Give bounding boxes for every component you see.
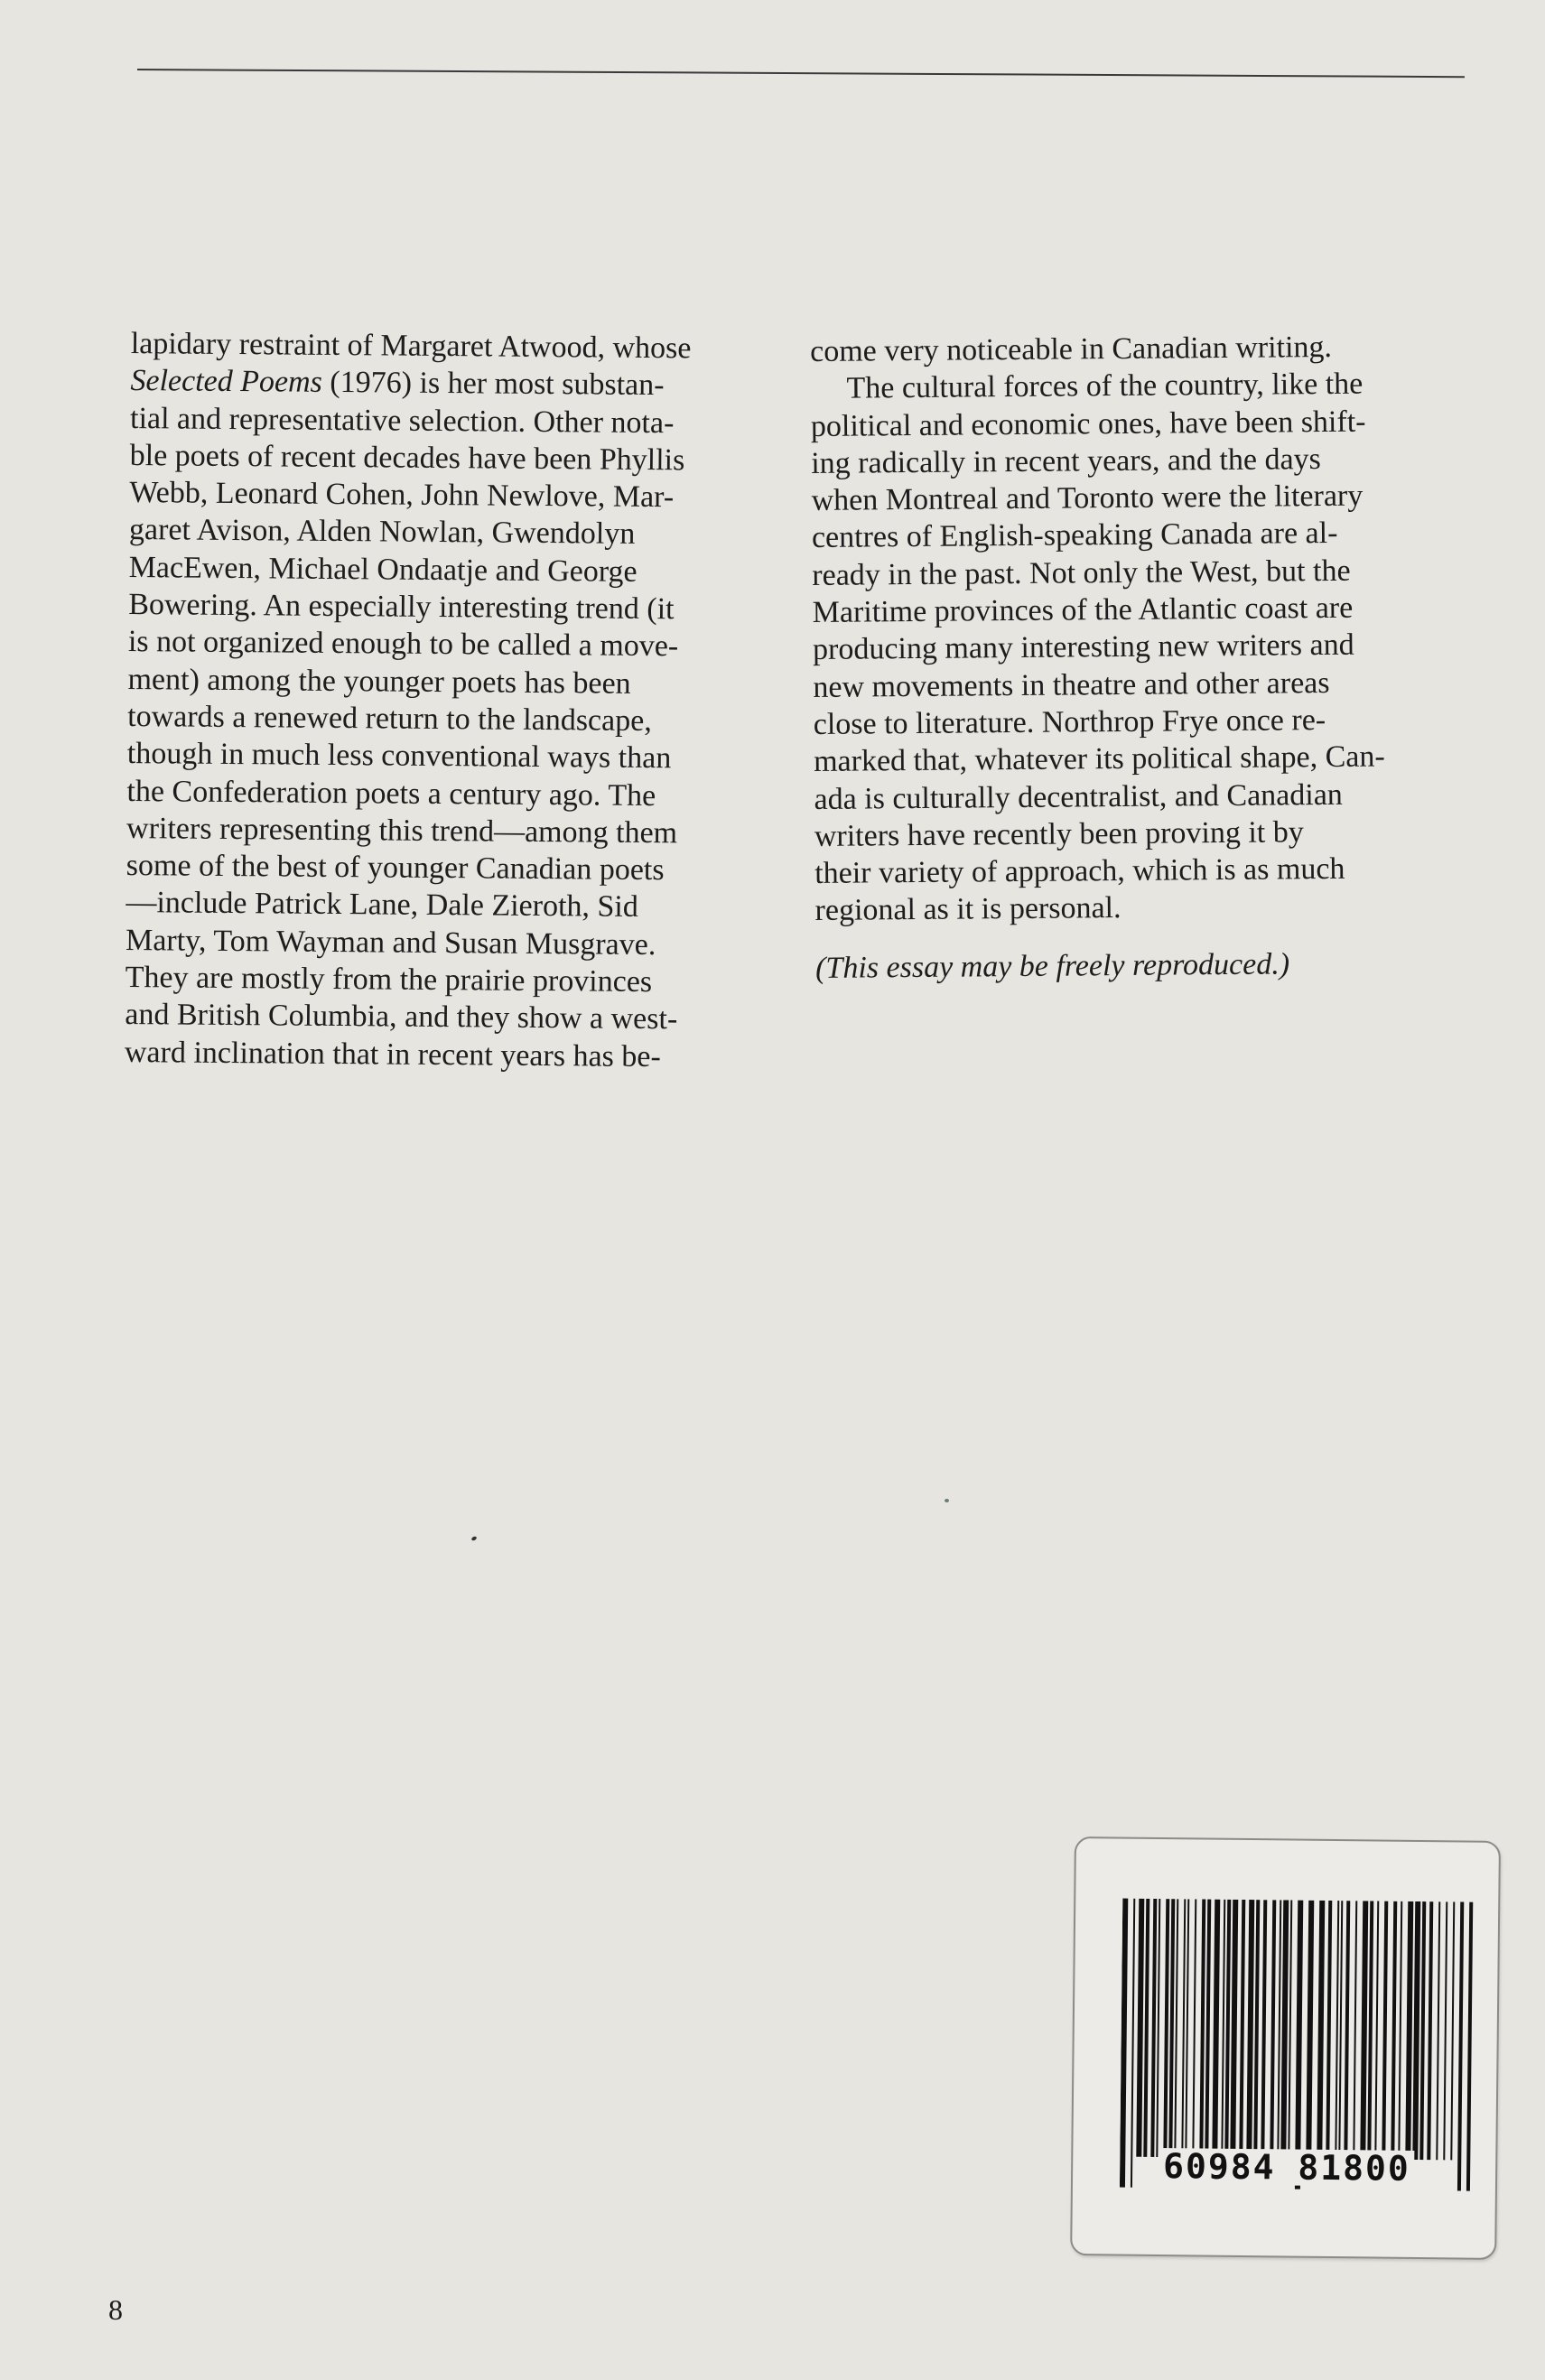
barcode-bar xyxy=(1199,1899,1205,2157)
text-line xyxy=(813,589,1463,632)
text-line xyxy=(813,626,1463,669)
text-line xyxy=(126,847,777,890)
barcode-bar xyxy=(1427,1901,1433,2160)
text-line-content: Webb, Leonard Cohen, John Newlove, Mar- xyxy=(129,476,675,515)
right-column xyxy=(810,328,1466,987)
top-rule xyxy=(137,69,1465,78)
barcode-bar xyxy=(1295,1901,1303,2189)
text-line-content: the Confederation poets a century ago. The xyxy=(126,774,656,813)
text-line xyxy=(127,698,777,741)
barcode-bar xyxy=(1143,1899,1149,2157)
barcode-bar xyxy=(1450,1901,1455,2160)
barcode-bar xyxy=(1382,1901,1388,2160)
barcode-bar xyxy=(1360,1901,1368,2159)
barcode-bar xyxy=(1270,1900,1276,2158)
barcode-bar xyxy=(1230,1900,1238,2158)
barcode-sticker xyxy=(1070,1836,1501,2260)
barcode-bar xyxy=(1280,1900,1289,2158)
text-line-content: writers have recently been proving it by xyxy=(814,815,1304,853)
barcode-bar xyxy=(1306,1901,1314,2159)
barcode-bar xyxy=(1288,1901,1292,2159)
barcode-bar xyxy=(1335,1901,1339,2159)
text-line xyxy=(125,1034,775,1077)
text-line xyxy=(126,773,777,816)
barcode-bar xyxy=(1131,1899,1135,2188)
text-line-content: MacEwen, Michael Ondaatje and George xyxy=(128,550,638,589)
text-line xyxy=(128,623,778,666)
barcode-bar xyxy=(1136,1899,1144,2157)
left-column xyxy=(125,325,781,1076)
barcode-bar xyxy=(1246,1900,1254,2158)
text-line-content: garet Avison, Alden Nowlan, Gwendolyn xyxy=(128,513,636,552)
text-line xyxy=(810,328,1460,371)
text-line xyxy=(127,735,777,778)
barcode-bar xyxy=(1168,1899,1175,2157)
barcode-bar xyxy=(1466,1902,1473,2191)
text-line xyxy=(128,586,778,629)
barcode-bar xyxy=(1344,1901,1350,2159)
text-line-content: Marty, Tom Wayman and Susan Musgrave. xyxy=(125,923,656,962)
text-line-content: new movements in theatre and other areas xyxy=(813,665,1330,704)
barcode-bar xyxy=(1192,1899,1196,2157)
text-line xyxy=(131,325,781,368)
text-line xyxy=(130,362,780,405)
barcode-bar xyxy=(1436,1901,1440,2160)
text-line xyxy=(129,511,779,554)
text-line xyxy=(811,440,1461,483)
barcode-bar xyxy=(1120,1899,1128,2188)
text-line-content: and British Columbia, and they show a west- xyxy=(125,998,678,1037)
text-line-content: regional as it is personal. xyxy=(814,891,1122,928)
barcode-bar xyxy=(1150,1899,1157,2157)
text-line-content: towards a renewed return to the landscape, xyxy=(127,699,652,739)
text-line-content: is not organized enough to be called a move- xyxy=(127,625,679,664)
text-line xyxy=(811,477,1461,520)
barcode-bar xyxy=(1277,1900,1281,2158)
book-title: Selected Poems xyxy=(130,364,323,400)
text-line xyxy=(130,400,780,443)
text-line xyxy=(812,551,1462,594)
text-line-content: Maritime provinces of the Atlantic coast are xyxy=(812,590,1354,630)
text-line xyxy=(129,474,779,517)
text-line-content: come very noticeable in Canadian writing. xyxy=(810,330,1333,368)
text-line xyxy=(126,959,776,1002)
barcode-bar xyxy=(1212,1900,1220,2158)
text-line-content: ada is culturally decentralist, and Canadian xyxy=(814,777,1343,816)
text-line-content: (1976) is her most substan- xyxy=(321,366,665,403)
barcode-bar xyxy=(1239,1900,1245,2158)
barcode-bar xyxy=(1353,1901,1357,2159)
text-line-content: some of the best of younger Canadian poets xyxy=(126,849,665,888)
text-line-content: ready in the past. Not only the West, but the xyxy=(812,553,1351,592)
text-line-content: when Montreal and Toronto were the literary xyxy=(811,479,1364,518)
barcode-bar xyxy=(1317,1901,1325,2159)
barcode-bar xyxy=(1224,1900,1231,2158)
text-line xyxy=(810,365,1460,408)
barcode-bar xyxy=(1253,1900,1260,2158)
text-line-content: political and economic ones, have been shift- xyxy=(810,404,1366,443)
text-line xyxy=(130,437,780,480)
text-line xyxy=(811,402,1461,445)
text-line xyxy=(127,661,777,704)
barcode-bar xyxy=(1261,1900,1267,2158)
text-line xyxy=(814,813,1465,856)
text-line-content: tial and representative selection. Other nota- xyxy=(129,401,675,440)
barcode-bar xyxy=(1338,1901,1343,2159)
text-line-content: The cultural forces of the country, like the xyxy=(846,367,1364,405)
reproduction-note: (This essay may be freely reproduced.) xyxy=(814,947,1290,985)
text-line xyxy=(814,850,1465,893)
paper-speck xyxy=(470,1536,477,1541)
text-line-content: though in much less conventional ways than xyxy=(126,737,672,776)
barcode-bar xyxy=(1326,1901,1332,2159)
text-line xyxy=(812,514,1462,557)
text-line xyxy=(128,549,778,592)
barcode-bar xyxy=(1181,1899,1186,2157)
text-line-content: centres of English-speaking Canada are al- xyxy=(811,516,1338,555)
barcode-bar xyxy=(1156,1899,1160,2157)
barcode-bar xyxy=(1391,1901,1397,2160)
text-line xyxy=(814,775,1464,818)
barcode-bar xyxy=(1185,1899,1189,2157)
text-line xyxy=(126,884,776,927)
barcode-bar xyxy=(1405,1901,1413,2160)
text-line-content: close to literature. Northrop Frye once re- xyxy=(813,703,1326,741)
text-line-content: ble poets of recent decades have been Phyllis xyxy=(129,438,685,478)
text-line xyxy=(813,663,1463,706)
barcode-bar xyxy=(1367,1901,1373,2159)
text-line-content: lapidary restraint of Margaret Atwood, whose xyxy=(130,326,692,366)
barcode-bar xyxy=(1419,1901,1426,2160)
text-line xyxy=(126,810,777,853)
page-number: 8 xyxy=(108,2293,123,2326)
text-line-content: their variety of approach, which is as much xyxy=(814,852,1345,891)
text-line-content: writers representing this trend—among them xyxy=(126,811,678,851)
barcode-bar xyxy=(1174,1899,1178,2157)
text-line-content: ing radically in recent years, and the days xyxy=(811,442,1321,480)
barcode-bar xyxy=(1457,1901,1464,2190)
barcode-bar xyxy=(1205,1900,1211,2158)
text-line xyxy=(125,996,775,1039)
text-line-content: ment) among the younger poets has been xyxy=(127,662,631,701)
barcode-bar xyxy=(1163,1899,1169,2157)
text-line-content: —include Patrick Lane, Dale Zieroth, Sid xyxy=(126,886,639,925)
barcode-bar xyxy=(1412,1901,1420,2160)
text-line xyxy=(814,701,1464,744)
text-line-content: marked that, whatever its political shape, Can- xyxy=(813,739,1385,779)
text-line xyxy=(126,922,776,965)
barcode-bar xyxy=(1374,1901,1379,2160)
barcode-bar xyxy=(1443,1901,1447,2160)
text-line-content: producing many interesting new writers and xyxy=(812,628,1354,667)
text-line-content: Bowering. An especially interesting trend (it xyxy=(128,588,675,627)
paper-speck xyxy=(945,1499,949,1502)
text-line xyxy=(814,738,1464,781)
text-line-content: They are mostly from the prairie provinces xyxy=(125,961,653,999)
barcode-bar xyxy=(1398,1901,1402,2160)
barcode-number: 60984 81800 xyxy=(1159,2148,1414,2187)
barcode-bar xyxy=(1221,1900,1225,2158)
text-line-content: ward inclination that in recent years has be- xyxy=(124,1035,661,1074)
text-line xyxy=(814,887,1465,930)
